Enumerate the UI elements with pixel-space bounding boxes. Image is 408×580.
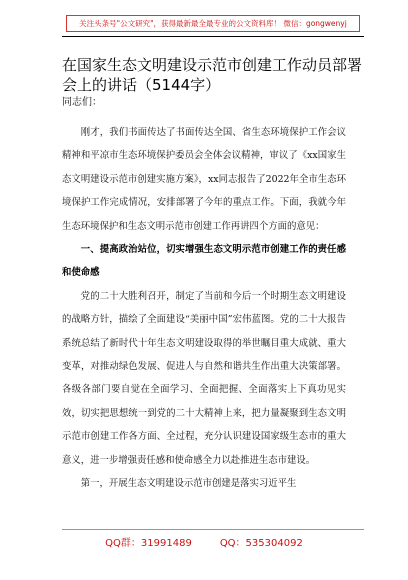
document-body bbox=[62, 121, 346, 496]
paragraph: 第一，开展生态文明建设示范市创建是落实习近平生 bbox=[80, 478, 297, 490]
footer-qq: QQ：535304092 bbox=[219, 538, 303, 549]
paragraph: 刚才，我们书面传达了书面传达全国、省生态环境保护工作会议精神和平凉市生态环境保护委员会全体会议精神，审议了《xx国家生态文明建设示范市创建实施方案》，xx同志报告了2022年全市生态环境保护工作完成情况，安排部署了今年的重点工作。下面，我就今年生态环境保护和生态文明示范市创建工作再讲四个方面的意见： bbox=[62, 127, 346, 232]
footer bbox=[0, 534, 408, 549]
section-heading: 一、提高政治站位，切实增强生态文明示范市创建工作的责任感和使命感 bbox=[62, 244, 346, 279]
document-title: 在国家生态文明建设示范市创建工作动员部署会上的讲话（5144字） bbox=[62, 56, 363, 94]
footer-qq-group: QQ群：31991489 bbox=[105, 538, 192, 549]
paragraph: 党的二十大胜利召开，制定了当前和今后一个时期生态文明建设的战略方针，描绘了全面建设“美丽中国”宏伟蓝图。党的二十大报告系统总结了新时代十年生态文明建设取得的举世瞩目重大成就、重大变革，对推动绿色发展、促进人与自然和谐共生作出重大决策部署。各级各部门要自觉在全面学习、全面把握、全面落实上下真功见实效，切实把思想统一到党的二十大精神上来，把力量凝聚到生态文明示范市创建工作各方面、全过程，充分认识建设国家级生态市的重大意义，进一步增强责任感和使命感全力以赴推进生态市建设。 bbox=[62, 290, 346, 466]
salutation: 同志们： bbox=[62, 97, 102, 108]
header-banner: 关注头条号"公文研究"，获得最新最全最专业的公文资料库！ 微信：gongwenyj bbox=[66, 15, 360, 32]
header-divider bbox=[62, 36, 364, 37]
footer-divider bbox=[62, 529, 364, 530]
